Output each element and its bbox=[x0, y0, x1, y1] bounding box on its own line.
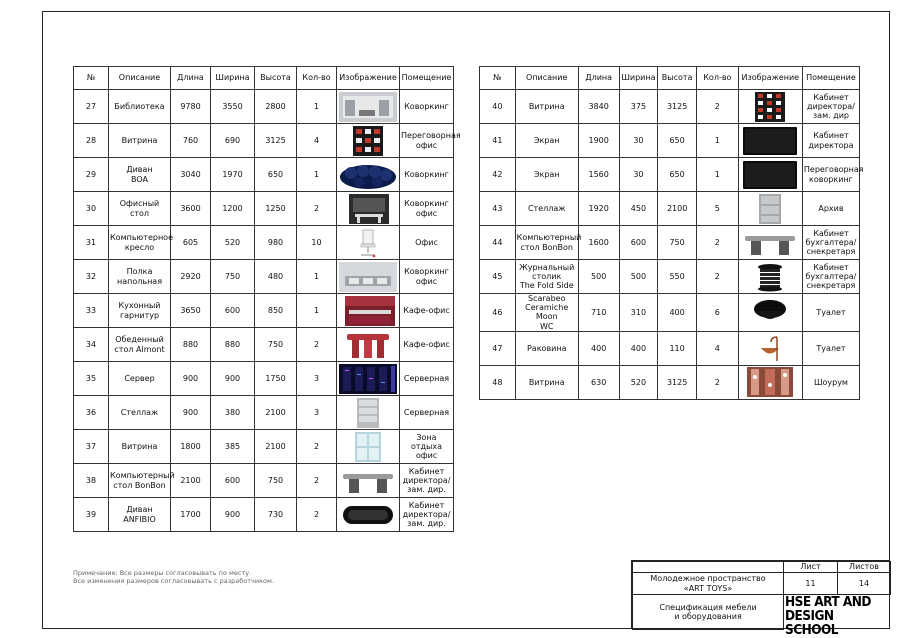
table-row bbox=[74, 226, 454, 260]
row-number: 47 bbox=[480, 331, 516, 365]
row-number: 35 bbox=[74, 362, 109, 396]
item-length: 710 bbox=[578, 294, 619, 332]
rack-photo bbox=[741, 194, 799, 224]
item-quantity: 3 bbox=[297, 362, 337, 396]
item-height: 2100 bbox=[255, 396, 297, 430]
table-row bbox=[74, 294, 454, 328]
item-description: Экран bbox=[515, 158, 578, 192]
item-height: 1250 bbox=[255, 192, 297, 226]
item-description: Диван BOA bbox=[109, 158, 171, 192]
item-room: Коворкинг офис bbox=[400, 260, 454, 294]
item-height: 750 bbox=[658, 226, 697, 260]
header-image: Изображение bbox=[337, 67, 400, 90]
dining-table-photo bbox=[339, 330, 397, 360]
item-width: 690 bbox=[211, 124, 255, 158]
item-image-cell bbox=[738, 226, 802, 260]
item-quantity: 2 bbox=[297, 328, 337, 362]
item-quantity: 2 bbox=[696, 90, 738, 124]
item-length: 1920 bbox=[578, 192, 619, 226]
item-quantity: 2 bbox=[297, 430, 337, 464]
item-height: 2100 bbox=[255, 430, 297, 464]
row-number: 33 bbox=[74, 294, 109, 328]
item-width: 750 bbox=[211, 260, 255, 294]
item-room: Переговорная офис bbox=[400, 124, 454, 158]
item-image-cell bbox=[337, 328, 400, 362]
item-width: 1200 bbox=[211, 192, 255, 226]
row-number: 43 bbox=[480, 192, 516, 226]
header-number: № bbox=[480, 67, 516, 90]
spec-table-left bbox=[73, 66, 461, 532]
table-row bbox=[74, 328, 454, 362]
item-length: 1600 bbox=[578, 226, 619, 260]
item-length: 1700 bbox=[171, 498, 211, 532]
library-photo bbox=[339, 92, 397, 122]
table-row bbox=[74, 260, 454, 294]
item-height: 650 bbox=[658, 124, 697, 158]
item-image-cell bbox=[337, 430, 400, 464]
item-quantity: 1 bbox=[696, 158, 738, 192]
row-number: 37 bbox=[74, 430, 109, 464]
footnote-line: Примечание: Все размеры согласовывать по месту. bbox=[73, 569, 252, 577]
table-row bbox=[74, 90, 454, 124]
logo-line: DESIGN SCHOOL bbox=[785, 608, 839, 638]
item-length: 1800 bbox=[171, 430, 211, 464]
item-image-cell bbox=[337, 124, 400, 158]
table-row bbox=[74, 464, 454, 498]
row-number: 48 bbox=[480, 365, 516, 399]
table-row bbox=[74, 396, 454, 430]
header-quantity: Кол-во bbox=[696, 67, 738, 90]
table-row bbox=[480, 260, 860, 294]
kitchen-set-photo bbox=[339, 296, 397, 326]
table-row bbox=[480, 226, 860, 260]
row-number: 28 bbox=[74, 124, 109, 158]
item-image-cell bbox=[738, 124, 802, 158]
row-number: 39 bbox=[74, 498, 109, 532]
item-length: 3840 bbox=[578, 90, 619, 124]
item-image-cell bbox=[337, 260, 400, 294]
item-description: Стеллаж bbox=[515, 192, 578, 226]
item-height: 3125 bbox=[658, 365, 697, 399]
item-quantity: 6 bbox=[696, 294, 738, 332]
table-header-row bbox=[480, 67, 860, 90]
item-room: Туалет bbox=[802, 331, 859, 365]
item-description: Раковина bbox=[515, 331, 578, 365]
item-length: 2920 bbox=[171, 260, 211, 294]
item-quantity: 1 bbox=[297, 260, 337, 294]
item-height: 3125 bbox=[658, 90, 697, 124]
item-quantity: 4 bbox=[696, 331, 738, 365]
table-row bbox=[74, 192, 454, 226]
item-description: Компьютерное кресло bbox=[109, 226, 171, 260]
item-description: Экран bbox=[515, 124, 578, 158]
school-logo bbox=[785, 595, 889, 637]
header-height: Высота bbox=[658, 67, 697, 90]
item-height: 850 bbox=[255, 294, 297, 328]
item-room: Переговорная коворкинг bbox=[802, 158, 859, 192]
header-room: Помещение bbox=[802, 67, 859, 90]
item-length: 900 bbox=[171, 362, 211, 396]
item-description: Витрина bbox=[109, 124, 171, 158]
table-header-row bbox=[74, 67, 454, 90]
item-quantity: 1 bbox=[297, 294, 337, 328]
sheets-label: Листов bbox=[837, 561, 891, 573]
glass-display-photo bbox=[339, 432, 397, 462]
row-number: 38 bbox=[74, 464, 109, 498]
row-number: 44 bbox=[480, 226, 516, 260]
item-height: 750 bbox=[255, 464, 297, 498]
item-description: Компьютерный стол BonBon bbox=[515, 226, 578, 260]
item-room: Кафе-офис bbox=[400, 294, 454, 328]
item-width: 3550 bbox=[211, 90, 255, 124]
item-quantity: 1 bbox=[297, 90, 337, 124]
item-length: 3650 bbox=[171, 294, 211, 328]
item-length: 500 bbox=[578, 260, 619, 294]
item-image-cell bbox=[738, 294, 802, 332]
item-height: 1750 bbox=[255, 362, 297, 396]
item-room: Кабинет директора/ зам. дир. bbox=[400, 498, 454, 532]
item-room: Зона отдыха офис bbox=[400, 430, 454, 464]
item-image-cell bbox=[738, 331, 802, 365]
item-description: Журнальный столик The Fold Side bbox=[515, 260, 578, 294]
item-width: 385 bbox=[211, 430, 255, 464]
floor-shelf-photo bbox=[339, 262, 397, 292]
item-room: Туалет bbox=[802, 294, 859, 332]
item-width: 30 bbox=[619, 158, 658, 192]
table-row bbox=[480, 124, 860, 158]
row-number: 29 bbox=[74, 158, 109, 192]
item-length: 3040 bbox=[171, 158, 211, 192]
item-description: Витрина bbox=[515, 90, 578, 124]
item-room: Шоурум bbox=[802, 365, 859, 399]
item-height: 2100 bbox=[658, 192, 697, 226]
item-room: Серверная bbox=[400, 396, 454, 430]
item-width: 450 bbox=[619, 192, 658, 226]
row-number: 30 bbox=[74, 192, 109, 226]
item-height: 400 bbox=[658, 294, 697, 332]
item-quantity: 2 bbox=[696, 365, 738, 399]
office-desk-photo bbox=[339, 194, 397, 224]
sheet-label: Лист bbox=[783, 561, 838, 573]
sheet-title: Спецификация мебели и оборудования bbox=[632, 594, 784, 630]
item-width: 600 bbox=[619, 226, 658, 260]
item-height: 550 bbox=[658, 260, 697, 294]
item-length: 760 bbox=[171, 124, 211, 158]
display-case-photo bbox=[339, 126, 397, 156]
item-quantity: 10 bbox=[297, 226, 337, 260]
item-quantity: 1 bbox=[297, 158, 337, 192]
item-image-cell bbox=[337, 396, 400, 430]
item-image-cell bbox=[337, 90, 400, 124]
showcase-photo bbox=[741, 92, 799, 122]
item-image-cell bbox=[337, 294, 400, 328]
fold-side-table-photo bbox=[741, 262, 799, 292]
item-width: 400 bbox=[619, 331, 658, 365]
item-height: 2800 bbox=[255, 90, 297, 124]
screen-photo bbox=[741, 160, 799, 190]
item-quantity: 1 bbox=[696, 124, 738, 158]
row-number: 36 bbox=[74, 396, 109, 430]
item-width: 900 bbox=[211, 498, 255, 532]
item-image-cell bbox=[738, 158, 802, 192]
item-room: Офис bbox=[400, 226, 454, 260]
toilet-photo bbox=[741, 297, 799, 327]
item-height: 110 bbox=[658, 331, 697, 365]
item-room: Кабинет бухгалтера/ снекретаря bbox=[802, 260, 859, 294]
item-image-cell bbox=[738, 192, 802, 226]
item-room: Коворкинг bbox=[400, 158, 454, 192]
item-length: 880 bbox=[171, 328, 211, 362]
row-number: 46 bbox=[480, 294, 516, 332]
item-description: Офисный стол bbox=[109, 192, 171, 226]
header-width: Ширина bbox=[619, 67, 658, 90]
spec-table-right bbox=[479, 66, 864, 400]
item-width: 520 bbox=[619, 365, 658, 399]
item-length: 1560 bbox=[578, 158, 619, 192]
item-description: Компьютерный стол BonBon bbox=[109, 464, 171, 498]
item-quantity: 2 bbox=[696, 226, 738, 260]
item-room: Коворкинг офис bbox=[400, 192, 454, 226]
header-room: Помещение bbox=[400, 67, 454, 90]
footnote bbox=[73, 569, 274, 586]
row-number: 34 bbox=[74, 328, 109, 362]
table-row bbox=[480, 158, 860, 192]
item-length: 400 bbox=[578, 331, 619, 365]
footnote-line: Все изменения размеров согласовывать с разработчиком. bbox=[73, 577, 274, 586]
item-description: Scarabeo Ceramiche Moon WC bbox=[515, 294, 578, 332]
item-description: Витрина bbox=[515, 365, 578, 399]
table-row bbox=[480, 294, 860, 332]
item-description: Диван ANFIBIO bbox=[109, 498, 171, 532]
sheet-number: 11 bbox=[783, 572, 838, 595]
table-row bbox=[480, 365, 860, 399]
item-image-cell bbox=[337, 158, 400, 192]
item-width: 310 bbox=[619, 294, 658, 332]
anfibio-sofa-photo bbox=[339, 500, 397, 530]
item-image-cell bbox=[738, 365, 802, 399]
item-length: 900 bbox=[171, 396, 211, 430]
header-height: Высота bbox=[255, 67, 297, 90]
table-row bbox=[480, 90, 860, 124]
header-description: Описание bbox=[515, 67, 578, 90]
item-description: Сервер bbox=[109, 362, 171, 396]
table-row bbox=[74, 498, 454, 532]
server-rack-photo bbox=[339, 364, 397, 394]
item-image-cell bbox=[337, 464, 400, 498]
header-length: Длина bbox=[578, 67, 619, 90]
item-room: Кафе-офис bbox=[400, 328, 454, 362]
item-length: 630 bbox=[578, 365, 619, 399]
header-quantity: Кол-во bbox=[297, 67, 337, 90]
header-description: Описание bbox=[109, 67, 171, 90]
item-height: 480 bbox=[255, 260, 297, 294]
header-length: Длина bbox=[171, 67, 211, 90]
table-row bbox=[480, 192, 860, 226]
item-width: 500 bbox=[619, 260, 658, 294]
item-width: 600 bbox=[211, 294, 255, 328]
item-room: Коворкинг bbox=[400, 90, 454, 124]
item-width: 900 bbox=[211, 362, 255, 396]
project-name: Молодежное пространство «ART TOYS» bbox=[632, 572, 784, 595]
item-room: Архив bbox=[802, 192, 859, 226]
item-height: 750 bbox=[255, 328, 297, 362]
table-row bbox=[74, 158, 454, 192]
item-quantity: 2 bbox=[696, 260, 738, 294]
header-number: № bbox=[74, 67, 109, 90]
item-room: Кабинет директора/ зам. дир. bbox=[400, 464, 454, 498]
boa-sofa-photo bbox=[339, 160, 397, 190]
logo-line: HSE ART AND bbox=[785, 594, 871, 610]
office-chair-photo bbox=[339, 228, 397, 258]
shelving-photo bbox=[339, 398, 397, 428]
item-height: 650 bbox=[658, 158, 697, 192]
bonbon-desk-photo bbox=[741, 228, 799, 258]
header-width: Ширина bbox=[211, 67, 255, 90]
item-description: Витрина bbox=[109, 430, 171, 464]
item-image-cell bbox=[738, 90, 802, 124]
row-number: 40 bbox=[480, 90, 516, 124]
item-description: Библиотека bbox=[109, 90, 171, 124]
row-number: 27 bbox=[74, 90, 109, 124]
table-row bbox=[74, 430, 454, 464]
sheets-total: 14 bbox=[837, 572, 891, 595]
item-width: 30 bbox=[619, 124, 658, 158]
item-quantity: 5 bbox=[696, 192, 738, 226]
item-length: 2100 bbox=[171, 464, 211, 498]
item-length: 9780 bbox=[171, 90, 211, 124]
table-row bbox=[74, 124, 454, 158]
item-description: Стеллаж bbox=[109, 396, 171, 430]
item-width: 880 bbox=[211, 328, 255, 362]
item-image-cell bbox=[337, 226, 400, 260]
row-number: 42 bbox=[480, 158, 516, 192]
item-image-cell bbox=[738, 260, 802, 294]
item-width: 1970 bbox=[211, 158, 255, 192]
item-length: 605 bbox=[171, 226, 211, 260]
item-height: 3125 bbox=[255, 124, 297, 158]
item-image-cell bbox=[337, 498, 400, 532]
item-width: 375 bbox=[619, 90, 658, 124]
item-length: 3600 bbox=[171, 192, 211, 226]
item-image-cell bbox=[337, 192, 400, 226]
item-room: Кабинет директора/ зам. дир bbox=[802, 90, 859, 124]
bonbon-desk-photo bbox=[339, 466, 397, 496]
item-description: Обеденный стол Almont bbox=[109, 328, 171, 362]
item-room: Кабинет бухгалтера/ снекретаря bbox=[802, 226, 859, 260]
item-description: Полка напольная bbox=[109, 260, 171, 294]
screen-photo bbox=[741, 126, 799, 156]
item-quantity: 2 bbox=[297, 464, 337, 498]
item-description: Кухонный гарнитур bbox=[109, 294, 171, 328]
item-image-cell bbox=[337, 362, 400, 396]
item-quantity: 2 bbox=[297, 192, 337, 226]
row-number: 31 bbox=[74, 226, 109, 260]
item-quantity: 2 bbox=[297, 498, 337, 532]
item-room: Кабинет директора bbox=[802, 124, 859, 158]
item-height: 980 bbox=[255, 226, 297, 260]
item-length: 1900 bbox=[578, 124, 619, 158]
item-width: 520 bbox=[211, 226, 255, 260]
row-number: 41 bbox=[480, 124, 516, 158]
table-row bbox=[74, 362, 454, 396]
item-width: 380 bbox=[211, 396, 255, 430]
item-room: Серверная bbox=[400, 362, 454, 396]
table-row bbox=[480, 331, 860, 365]
item-quantity: 3 bbox=[297, 396, 337, 430]
sink-photo bbox=[741, 333, 799, 363]
header-image: Изображение bbox=[738, 67, 802, 90]
row-number: 45 bbox=[480, 260, 516, 294]
item-quantity: 4 bbox=[297, 124, 337, 158]
item-height: 730 bbox=[255, 498, 297, 532]
row-number: 32 bbox=[74, 260, 109, 294]
item-height: 650 bbox=[255, 158, 297, 192]
pink-showcase-photo bbox=[741, 367, 799, 397]
item-width: 600 bbox=[211, 464, 255, 498]
